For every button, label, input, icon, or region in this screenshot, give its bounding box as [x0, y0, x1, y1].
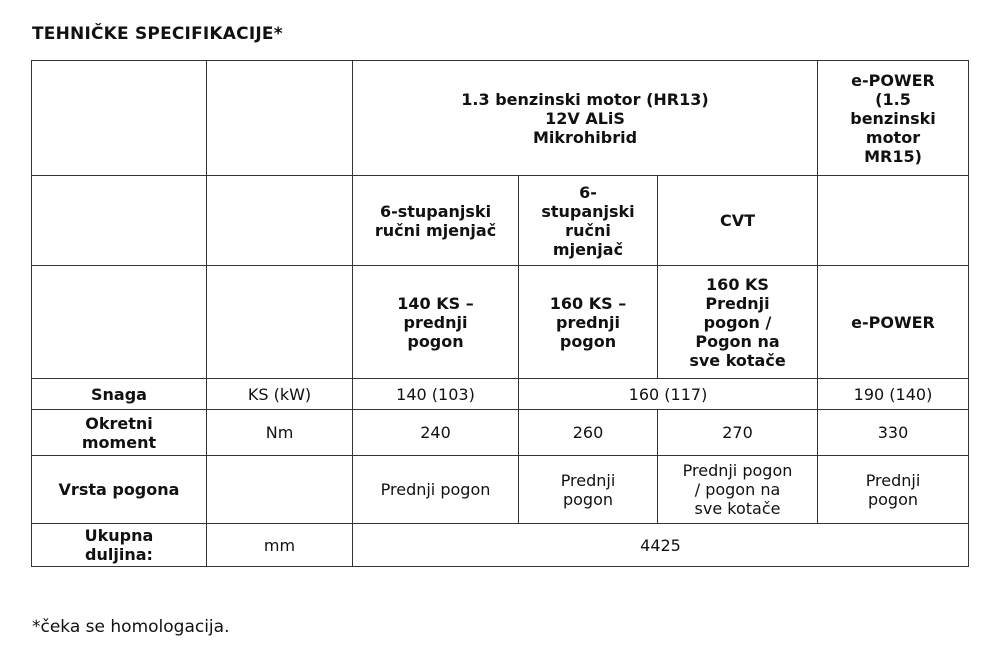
row-label-duljina: Ukupna duljina: [32, 524, 207, 567]
row-label-snaga: Snaga [32, 379, 207, 410]
value-cell: Prednji pogon [353, 456, 519, 524]
version-epower: e-POWER [818, 266, 969, 379]
value-cell: 190 (140) [818, 379, 969, 410]
value-cell: 4425 [353, 524, 969, 567]
row-label-pogon: Vrsta pogona [32, 456, 207, 524]
empty-cell [818, 176, 969, 266]
value-cell: 140 (103) [353, 379, 519, 410]
version-140: 140 KS – prednji pogon [353, 266, 519, 379]
version-160: 160 KS – prednji pogon [519, 266, 658, 379]
empty-cell [32, 61, 207, 176]
specs-table [31, 60, 969, 567]
page-title: TEHNIČKE SPECIFIKACIJE* [32, 24, 283, 44]
engine-hybrid-header: 1.3 benzinski motor (HR13) 12V ALiS Mikrohibrid [353, 61, 818, 176]
table-row [32, 61, 969, 176]
unit-cell: KS (kW) [207, 379, 353, 410]
value-cell: 240 [353, 410, 519, 456]
value-cell: Prednji pogon [519, 456, 658, 524]
table-row [32, 266, 969, 379]
empty-cell [207, 61, 353, 176]
value-cell: 260 [519, 410, 658, 456]
value-cell: Prednji pogon / pogon na sve kotače [658, 456, 818, 524]
value-cell: 330 [818, 410, 969, 456]
value-cell: Prednji pogon [818, 456, 969, 524]
empty-cell [207, 266, 353, 379]
value-cell: 160 (117) [519, 379, 818, 410]
row-label-moment: Okretni moment [32, 410, 207, 456]
transmission-manual-140: 6-stupanjski ručni mjenjač [353, 176, 519, 266]
table-row [32, 379, 969, 410]
table-row [32, 524, 969, 567]
unit-cell: Nm [207, 410, 353, 456]
unit-cell: mm [207, 524, 353, 567]
table-row [32, 456, 969, 524]
transmission-manual-160: 6- stupanjski ručni mjenjač [519, 176, 658, 266]
value-cell: 270 [658, 410, 818, 456]
table-row [32, 410, 969, 456]
footnote: *čeka se homologacija. [32, 617, 230, 637]
transmission-cvt: CVT [658, 176, 818, 266]
empty-cell [207, 176, 353, 266]
unit-cell [207, 456, 353, 524]
empty-cell [32, 266, 207, 379]
engine-epower-header: e-POWER (1.5 benzinski motor MR15) [818, 61, 969, 176]
table-row [32, 176, 969, 266]
version-cvt: 160 KS Prednji pogon / Pogon na sve kotače [658, 266, 818, 379]
empty-cell [32, 176, 207, 266]
